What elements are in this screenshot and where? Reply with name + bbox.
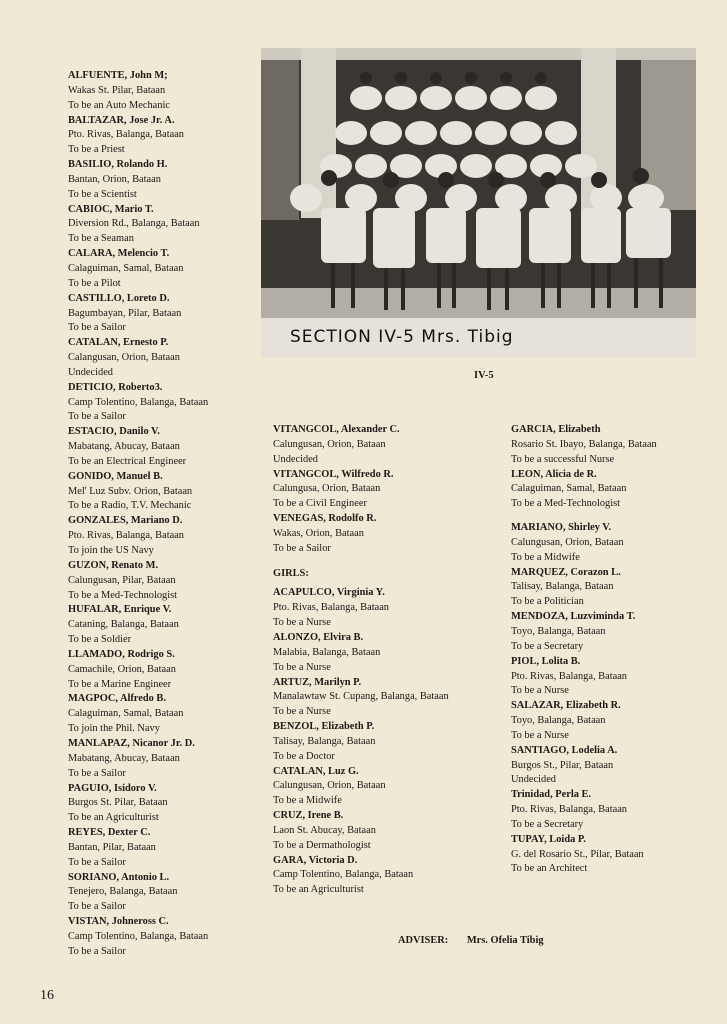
student-address: Toyo, Balanga, Bataan [511,715,606,727]
student-address: Camp Tolentino, Balanga, Bataan [68,930,209,942]
student-ambition: To be a Sailor [68,945,126,957]
student-entry [273,676,498,721]
student-ambition: To be a Nurse [273,706,331,718]
student-name: PAGUIO, Isidoro V. [68,782,157,794]
student-ambition: To be a Radio, T.V. Mechanic [68,500,192,512]
student-address: Camp Tolentino, Balanga, Bataan [273,869,414,881]
student-entry [68,915,268,960]
student-ambition: To be a Secretary [511,818,584,830]
girls-heading: GIRLS: [273,567,309,579]
student-entry [68,158,268,203]
student-name: ARTUZ, Marilyn P. [273,676,362,688]
student-address: Diversion Rd., Balanga, Bataan [68,218,200,230]
student-entry [68,336,268,381]
student-name: GONIDO, Manuel B. [68,470,163,482]
girls-column-right [511,423,721,877]
student-address: Pto. Rivas, Balanga, Bataan [511,804,628,816]
adviser-name: Mrs. Ofelia Tibig [466,935,544,946]
student-entry [511,655,721,700]
student-entry [68,470,268,515]
student-name: ALFUENTE, John M; [68,70,168,81]
student-address: Pto. Rivas, Balanga, Bataan [68,129,185,141]
student-entry [68,648,268,693]
student-name: MAGPOC, Alfredo B. [68,693,166,705]
student-ambition: To be an Agriculturist [68,812,159,824]
student-name: GARCIA, Elizabeth [511,424,601,435]
student-address: Pto. Rivas, Balanga, Bataan [273,602,390,614]
student-address: Bagumbayan, Pilar, Bataan [68,307,182,319]
student-ambition: To be a Scientist [68,188,137,200]
student-entry [511,566,721,611]
student-ambition: To be a Nurse [511,685,569,697]
student-entry [68,871,268,916]
student-address: Malabia, Balanga, Bataan [273,646,381,658]
student-ambition: To be an Architect [511,863,588,875]
student-name: LLAMADO, Rodrigo S. [68,648,175,660]
student-name: ESTACIO, Danilo V. [68,426,160,438]
student-ambition: Undecided [511,774,557,786]
student-name: GARA, Victoria D. [273,854,358,866]
student-address: Pto. Rivas, Balanga, Bataan [511,670,628,682]
student-entry [68,247,268,292]
student-name: VENEGAS, Rodolfo R. [273,513,377,525]
boys-column-left [68,69,268,960]
student-ambition: To be a Midwife [511,551,580,563]
student-ambition: To be a Med-Technologist [511,498,621,510]
student-ambition: To be a Sailor [68,901,126,913]
spacer [511,512,721,521]
student-name: TUPAY, Loida P. [511,833,586,845]
student-entry [68,203,268,248]
student-entry [68,737,268,782]
student-address: Burgos St., Pilar, Bataan [511,759,614,771]
student-entry [511,788,721,833]
student-entry [68,826,268,871]
class-photo-image [261,48,696,358]
adviser-line [398,935,544,946]
student-address: Mel' Luz Subv. Orion, Bataan [68,485,193,497]
student-entry [273,809,498,854]
student-name: MARQUEZ, Corazon L. [511,566,621,578]
student-name: Trinidad, Perla E. [511,789,592,801]
student-ambition: To be a Sailor [68,411,126,423]
roster-column-middle [273,423,498,898]
student-ambition: Undecided [68,366,114,378]
student-name: ACAPULCO, Virginia Y. [273,587,385,599]
student-ambition: To be a Civil Engineer [273,498,367,510]
student-ambition: To be a Sailor [273,542,331,554]
student-ambition: To be a Seaman [68,233,134,245]
student-ambition: To join the Phil. Navy [68,723,160,735]
student-entry [273,854,498,899]
student-ambition: To be a Doctor [273,750,335,762]
student-address: Wakas St. Pilar, Bataan [68,84,166,96]
student-name: HUFALAR, Enrique V. [68,604,172,616]
student-ambition: To be an Auto Mechanic [68,99,170,111]
student-name: VISTAN, Johneross C. [68,916,169,928]
student-entry [273,468,498,513]
student-address: Calangusan, Orion, Bataan [68,352,180,364]
student-ambition: To be a successful Nurse [511,453,615,465]
student-name: BALTAZAR, Jose Jr. A. [68,114,175,126]
student-name: CRUZ, Irene B. [273,810,344,822]
student-address: Calungusan, Orion, Bataan [273,780,386,792]
student-address: Camp Tolentino, Balanga, Bataan [68,396,209,408]
student-name: REYES, Dexter C. [68,827,151,839]
student-name: LEON, Alicia de R. [511,468,597,480]
photo-section-label: IV-5 [474,370,494,381]
adviser-label: ADVISER: [398,935,449,946]
student-entry [273,720,498,765]
student-entry [273,586,498,631]
student-name: GONZALES, Mariano D. [68,515,183,527]
student-ambition: To be a Soldier [68,634,132,646]
student-entry [68,425,268,470]
student-ambition: To be a Sailor [68,767,126,779]
student-address: Laon St. Abucay, Bataan [273,824,376,836]
student-address: Wakas, Orion, Bataan [273,527,364,539]
student-name: ALONZO, Elvira B. [273,631,364,643]
student-address: Calaguiman, Samal, Bataan [68,708,184,720]
student-entry [68,514,268,559]
student-ambition: To be a Midwife [273,795,342,807]
student-entry [273,423,498,468]
student-name: SANTIAGO, Lodelia A. [511,744,618,756]
student-ambition: To be a Priest [68,144,125,156]
student-name: GUZON, Renato M. [68,559,159,571]
student-address: Toyo, Balanga, Bataan [511,625,606,637]
student-name: PIOL, Lolita B. [511,655,581,667]
student-address: Talisay, Balanga, Bataan [511,581,614,593]
student-name: CALARA, Melencio T. [68,248,170,260]
student-ambition: To be a Secretary [511,640,584,652]
student-ambition: To be a Politician [511,596,584,608]
student-ambition: Undecided [273,453,319,465]
student-ambition: To be a Sailor [68,322,126,334]
student-entry [511,744,721,789]
student-name: MENDOZA, Luzviminda T. [511,611,636,623]
student-entry [68,69,268,114]
student-address: Calungusan, Pilar, Bataan [68,574,176,586]
student-entry [273,765,498,810]
student-address: Bantan, Orion, Bataan [68,173,161,185]
student-address: Manalawtaw St. Cupang, Balanga, Bataan [273,691,449,703]
student-name: CABIOC, Mario T. [68,203,154,215]
student-address: Cataning, Balanga, Bataan [68,619,179,631]
student-entry [68,559,268,604]
student-entry [511,699,721,744]
student-address: Rosario St. Ibayo, Balanga, Bataan [511,438,657,450]
student-address: Calaguiman, Samal, Bataan [68,262,184,274]
student-ambition: To be a Nurse [511,729,569,741]
student-address: Mabatang, Abucay, Bataan [68,441,180,453]
student-name: DETICIO, Roberto3. [68,381,163,393]
student-entry [68,381,268,426]
student-name: MANLAPAZ, Nicanor Jr. D. [68,737,195,749]
student-ambition: To be an Electrical Engineer [68,455,187,467]
student-entry [68,114,268,159]
student-ambition: To be a Med-Technologist [68,589,178,601]
student-ambition: To be a Nurse [273,661,331,673]
student-address: Calaguiman, Samal, Bataan [511,483,627,495]
student-address: Burgos St. Pilar, Bataan [68,797,168,809]
student-entry [68,782,268,827]
student-ambition: To be a Marine Engineer [68,678,172,690]
student-entry [511,610,721,655]
student-address: Tenejero, Balanga, Bataan [68,886,178,898]
student-entry [511,521,721,566]
student-ambition: To be a Pilot [68,277,121,289]
student-name: CASTILLO, Loreto D. [68,292,170,304]
student-entry [511,833,721,878]
student-name: BENZOL, Elizabeth P. [273,721,375,733]
student-address: Calungusa, Orion, Bataan [273,483,381,495]
student-name: BASILIO, Rolando H. [68,159,168,171]
student-address: G. del Rosario St., Pilar, Bataan [511,848,644,860]
student-ambition: To be a Dermathologist [273,839,371,851]
student-entry [511,423,721,468]
student-name: MARIANO, Shirley V. [511,522,612,534]
student-address: Calungusan, Orion, Bataan [273,438,386,450]
student-ambition: To be a Sailor [68,856,126,868]
photo-handwritten-caption: SECTION IV-5 Mrs. Tibig [290,327,514,347]
student-entry [511,468,721,513]
student-entry [68,603,268,648]
student-address: Camachile, Orion, Bataan [68,663,176,675]
student-name: SORIANO, Antonio L. [68,871,170,883]
student-name: CATALAN, Luz G. [273,765,359,777]
student-name: VITANGCOL, Alexander C. [273,424,400,435]
student-entry [273,512,498,557]
student-ambition: To join the US Navy [68,545,154,556]
page-number: 16 [40,988,54,1003]
student-ambition: To be an Agriculturist [273,884,364,896]
student-address: Calungusan, Orion, Bataan [511,536,624,548]
student-address: Bantan, Pilar, Bataan [68,841,156,853]
student-entry [273,631,498,676]
student-address: Pto. Rivas, Balanga, Bataan [68,530,185,542]
student-name: SALAZAR, Elizabeth R. [511,700,621,712]
student-address: Talisay, Balanga, Bataan [273,735,376,747]
student-name: CATALAN, Ernesto P. [68,337,169,349]
student-ambition: To be a Nurse [273,617,331,629]
student-entry [68,292,268,337]
student-name: VITANGCOL, Wilfredo R. [273,468,394,480]
class-photo [261,48,696,358]
student-entry [68,692,268,737]
student-address: Mabatang, Abucay, Bataan [68,752,180,764]
